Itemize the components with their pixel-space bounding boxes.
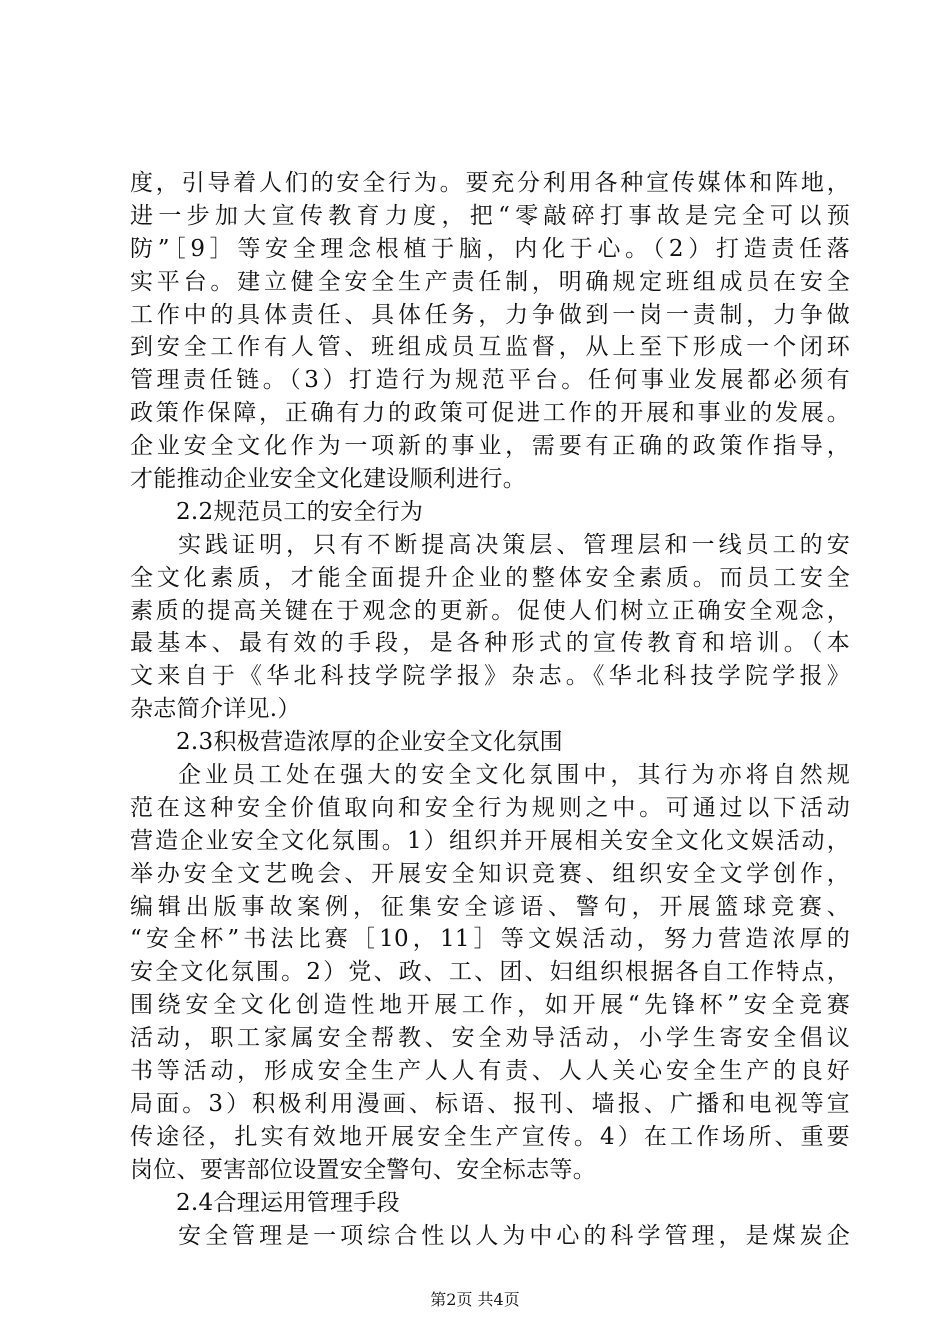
paragraph-line: 到安全工作有人管、班组成员互监督，从上至下形成一个闭环 [130, 334, 850, 361]
paragraph-line: 岗位、要害部位设置安全警句、安全标志等。 [130, 1156, 596, 1183]
paragraph-line: 范在这种安全价值取向和安全行为规则之中。可通过以下活动 [130, 794, 850, 821]
section-heading [130, 1187, 850, 1220]
paragraph-line: 才能推动企业安全文化建设顺利进行。 [130, 466, 527, 493]
paragraph-line: 实践证明，只有不断提高决策层、管理层和一线员工的安 [178, 531, 850, 558]
paragraph-line: 防”［9］等安全理念根植于脑，内化于心。（2）打造责任落 [130, 235, 850, 262]
page-footer: 第2页 共4页 [430, 1290, 520, 1309]
section-heading [130, 726, 850, 759]
paragraph-line: 文来自于《华北科技学院学报》杂志。《华北科技学院学报》 [130, 663, 850, 690]
heading-text: 2.4合理运用管理手段 [176, 1189, 400, 1216]
paragraph-line: 管理责任链。（3）打造行为规范平台。任何事业发展都必须有 [130, 367, 850, 394]
paragraph-line: 安全管理是一项综合性以人为中心的科学管理，是煤炭企 [178, 1222, 850, 1249]
section-heading [130, 496, 850, 529]
paragraph-line: “安全杯”书法比赛［10，11］等文娱活动，努力营造浓厚的 [130, 926, 850, 953]
paragraph-line: 进一步加大宣传教育力度，把“零敲碎打事故是完全可以预 [130, 202, 850, 229]
paragraph-line: 企业安全文化作为一项新的事业，需要有正确的政策作指导， [130, 433, 850, 460]
paragraph [130, 1220, 850, 1253]
document-body [130, 167, 850, 1252]
paragraph-line: 全文化素质，才能全面提升企业的整体安全素质。而员工安全 [130, 564, 850, 591]
heading-text: 2.2规范员工的安全行为 [176, 498, 424, 525]
paragraph [130, 529, 850, 726]
paragraph-line: 素质的提高关键在于观念的更新。促使人们树立正确安全观念， [130, 597, 850, 624]
paragraph-line: 政策作保障，正确有力的政策可促进工作的开展和事业的发展。 [130, 400, 850, 427]
paragraph-line: 举办安全文艺晚会、开展安全知识竞赛、组织安全文学创作， [130, 860, 850, 887]
paragraph-line: 传途径，扎实有效地开展安全生产宣传。4）在工作场所、重要 [130, 1123, 850, 1150]
heading-text: 2.3积极营造浓厚的企业安全文化氛围 [176, 729, 563, 756]
paragraph-line: 营造企业安全文化氛围。1）组织并开展相关安全文化文娱活动， [130, 827, 850, 854]
paragraph-line: 杂志简介详见.） [130, 696, 301, 723]
paragraph-line: 局面。3）积极利用漫画、标语、报刊、墙报、广播和电视等宣 [130, 1090, 850, 1117]
paragraph [130, 167, 850, 496]
paragraph-line: 工作中的具体责任、具体任务，力争做到一岗一责制，力争做 [130, 301, 850, 328]
paragraph-line: 活动，职工家属安全帮教、安全劝导活动，小学生寄安全倡议 [130, 1025, 850, 1052]
paragraph-line: 企业员工处在强大的安全文化氛围中，其行为亦将自然规 [178, 762, 850, 789]
paragraph-line: 书等活动，形成安全生产人人有责、人人关心安全生产的良好 [130, 1058, 850, 1085]
paragraph-line: 度，引导着人们的安全行为。要充分利用各种宣传媒体和阵地， [130, 170, 850, 196]
paragraph-line: 安全文化氛围。2）党、政、工、团、妇组织根据各自工作特点， [130, 959, 850, 986]
paragraph-line: 编辑出版事故案例，征集安全谚语、警句，开展篮球竞赛、 [130, 893, 850, 920]
paragraph [130, 759, 850, 1187]
paragraph-line: 实平台。建立健全安全生产责任制，明确规定班组成员在安全 [130, 268, 850, 295]
paragraph-line: 围绕安全文化创造性地开展工作，如开展“先锋杯”安全竞赛 [130, 992, 850, 1019]
paragraph-line: 最基本、最有效的手段，是各种形式的宣传教育和培训。（本 [130, 630, 850, 657]
